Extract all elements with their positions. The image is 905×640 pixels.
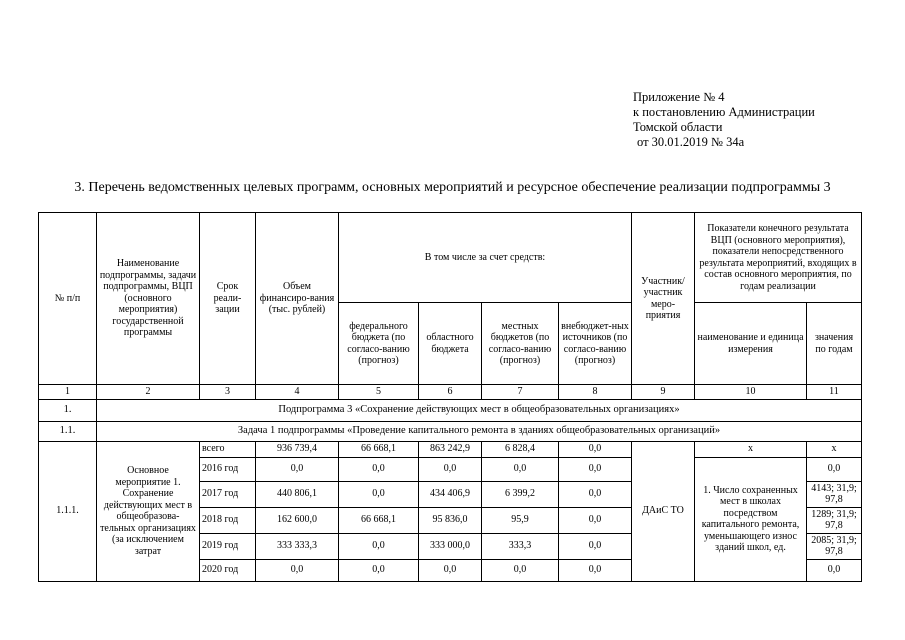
column-number: 9 [632,385,695,400]
measure-term: 2016 год [200,457,256,481]
measure-extra: 0,0 [559,533,632,559]
column-number-row [39,385,862,400]
measure-regional: 434 406,9 [419,481,482,507]
measure-regional: 0,0 [419,457,482,481]
measure-num: 1.1.1. [39,441,97,581]
column-number: 1 [39,385,97,400]
measure-local: 0,0 [482,559,559,581]
measure-name: Основное мероприятие 1. Сохранение действующих мест в общеобразова-тельных организациях (за исключением затрат [97,441,200,581]
measure-local: 0,0 [482,457,559,481]
header-indicator-values: значения по годам [807,303,862,385]
header-num: № п/п [39,213,97,385]
measure-term: 2017 год [200,481,256,507]
indicator-value: 0,0 [807,559,862,581]
measure-local: 95,9 [482,507,559,533]
task-num: 1.1. [39,421,97,441]
measure-regional: 95 836,0 [419,507,482,533]
measure-volume: 0,0 [256,457,339,481]
column-number: 3 [200,385,256,400]
measure-term: 2019 год [200,533,256,559]
measure-volume: 333 333,3 [256,533,339,559]
measure-extra: 0,0 [559,481,632,507]
measure-extra: 0,0 [559,559,632,581]
appendix-block [633,90,815,150]
indicator-total: х [695,441,807,457]
measure-row [39,441,862,457]
column-number: 6 [419,385,482,400]
header-volume: Объем финансиро-вания (тыс. рублей) [256,213,339,385]
header-regional: областного бюджета [419,303,482,385]
appendix-line: Приложение № 4 [633,90,725,104]
column-number: 11 [807,385,862,400]
measure-volume: 0,0 [256,559,339,581]
header-indicators: Показатели конечного результата ВЦП (основного мероприятия), показатели непосредственного результата мероприятий, входящих в состав основного мероприятия, по годам реализации [695,213,862,303]
measure-federal: 0,0 [339,533,419,559]
measure-federal: 0,0 [339,559,419,581]
column-number: 7 [482,385,559,400]
measure-term: 2018 год [200,507,256,533]
header-term: Срок реали-зации [200,213,256,385]
measure-federal: 66 668,1 [339,507,419,533]
subprogram-row [39,399,862,421]
measure-extra: 0,0 [559,457,632,481]
header-name: Наименование подпрограммы, задачи подпрограммы, ВЦП (основного мероприятия) государственной программы [97,213,200,385]
measure-local: 6 399,2 [482,481,559,507]
subprogram-text: Подпрограмма 3 «Сохранение действующих мест в общеобразовательных организациях» [97,399,862,421]
measure-volume: 936 739,4 [256,441,339,457]
measure-federal: 66 668,1 [339,441,419,457]
subprogram-num: 1. [39,399,97,421]
header-federal: федерального бюджета (по согласо-ванию (прогноз) [339,303,419,385]
measure-local: 333,3 [482,533,559,559]
indicator-value: 4143; 31,9; 97,8 [807,481,862,507]
column-number: 2 [97,385,200,400]
header-local: местных бюджетов (по согласо-ванию (прогноз) [482,303,559,385]
indicator-value: 1289; 31,9; 97,8 [807,507,862,533]
measure-federal: 0,0 [339,481,419,507]
indicator-value: 0,0 [807,457,862,481]
task-text: Задача 1 подпрограммы «Проведение капитального ремонта в зданиях общеобразовательных организаций» [97,421,862,441]
indicator-name: 1. Число сохраненных мест в школах посредством капитального ремонта, уменьшающего износ зданий школ, ед. [695,457,807,581]
column-number: 10 [695,385,807,400]
measure-term: 2020 год [200,559,256,581]
column-number: 4 [256,385,339,400]
header-sources: В том числе за счет средств: [339,213,632,303]
measure-volume: 440 806,1 [256,481,339,507]
measure-volume: 162 600,0 [256,507,339,533]
task-row [39,421,862,441]
measure-participant: ДАиС ТО [632,441,695,581]
header-participant: Участник/ участник меро-приятия [632,213,695,385]
measure-regional: 863 242,9 [419,441,482,457]
appendix-line: Томской области [633,120,723,134]
column-number: 5 [339,385,419,400]
indicator-value: х [807,441,862,457]
measure-extra: 0,0 [559,441,632,457]
measure-regional: 333 000,0 [419,533,482,559]
indicator-value: 2085; 31,9; 97,8 [807,533,862,559]
measure-regional: 0,0 [419,559,482,581]
header-indicator-name: наименование и единица измерения [695,303,807,385]
document-title: 3. Перечень ведомственных целевых программ, основных мероприятий и ресурсное обеспечение реализации подпрограммы 3 [74,180,831,195]
header-extra: внебюджет-ных источников (по согласо-ванию (прогноз) [559,303,632,385]
appendix-line: к постановлению Администрации [633,105,815,119]
appendix-line: от 30.01.2019 № 34а [637,135,745,149]
measure-term: всего [200,441,256,457]
column-number: 8 [559,385,632,400]
program-table [38,212,862,582]
measure-federal: 0,0 [339,457,419,481]
measure-local: 6 828,4 [482,441,559,457]
measure-extra: 0,0 [559,507,632,533]
